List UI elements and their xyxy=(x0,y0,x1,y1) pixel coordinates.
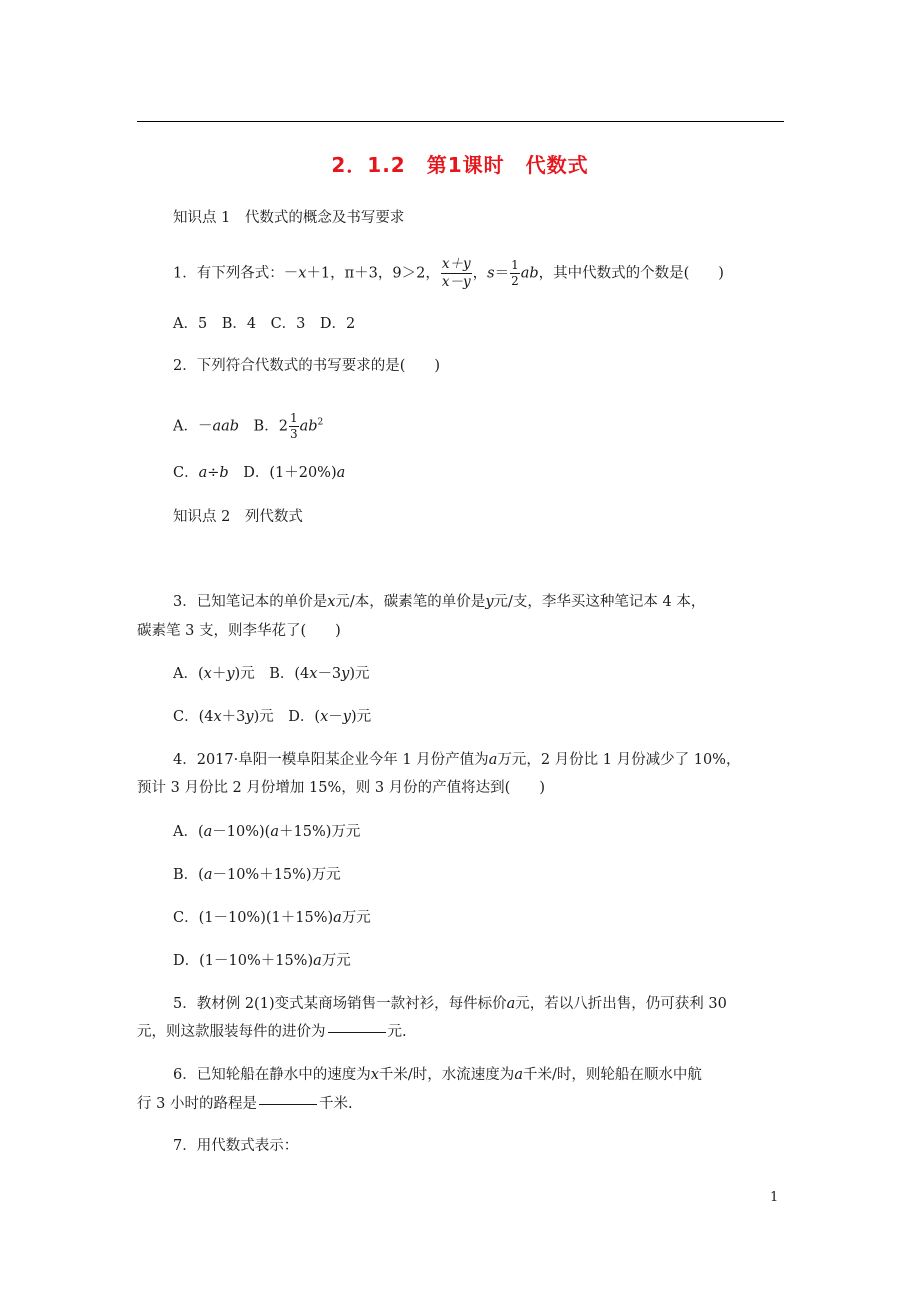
fraction-one-third: $\frac{1}{3}$ xyxy=(289,411,298,441)
question-3-line-1: 3．已知笔记本的单价是x元/本，碳素笔的单价是y元/支，李华买这种笔记本 4 本， xyxy=(173,594,706,610)
question-4-option-a: A．(a－10%)(a＋15%)万元 xyxy=(173,824,361,840)
answer-blank xyxy=(259,1104,317,1105)
question-1-options: A．5 B．4 C．3 D．2 xyxy=(173,316,356,332)
question-3-options-cd: C．(4x＋3y)元 D．(x－y)元 xyxy=(173,709,372,725)
question-2-options-ab: A．－aab B．2 $\frac{1}{3}$ $ab^2$ xyxy=(173,411,324,441)
question-4-line-1: 4．2017·阜阳一模阜阳某企业今年 1 月份产值为a万元，2 月份比 1 月份减少了 10%， xyxy=(173,752,741,768)
page-title: 2．1.2 第1课时 代数式 xyxy=(331,153,589,177)
fraction-one-half: $\frac{1}{2}$ xyxy=(511,258,519,288)
question-4-option-d: D．(1－10%＋15%)a万元 xyxy=(173,953,351,969)
knowledge-point-1: 知识点 1 代数式的概念及书写要求 xyxy=(173,210,405,226)
question-4-option-c: C．(1－10%)(1＋15%)a万元 xyxy=(173,910,371,926)
question-4-line-2: 预计 3 月份比 2 月份增加 15%，则 3 月份的产值将达到( ) xyxy=(137,780,545,796)
header-rule xyxy=(137,121,784,122)
knowledge-point-2: 知识点 2 列代数式 xyxy=(173,509,303,525)
question-5-line-2: 元，则这款服装每件的进价为 元. xyxy=(137,1024,407,1040)
question-2-stem: 2．下列符合代数式的书写要求的是( ) xyxy=(173,358,441,374)
answer-blank xyxy=(328,1032,386,1033)
question-5-line-1: 5．教材例 2(1)变式某商场销售一款衬衫，每件标价a元，若以八折出售，仍可获利 30 xyxy=(173,996,727,1012)
question-6-line-1: 6．已知轮船在静水中的速度为x千米/时，水流速度为a千米/时，则轮船在顺水中航 xyxy=(173,1067,702,1083)
page-number: 1 xyxy=(770,1190,779,1205)
question-6-line-2: 行 3 小时的路程是 千米. xyxy=(137,1096,353,1112)
question-2-options-cd: C．a÷b D．(1＋20%)a xyxy=(173,465,346,481)
fraction-x-plus-y-over-x-minus-y: $\frac{x+y}{x-y}$ xyxy=(441,256,471,290)
question-4-option-b: B．(a－10%＋15%)万元 xyxy=(173,867,341,883)
question-1: 1．有下列各式：－x＋1，π＋3，9＞2， $\frac{x+y}{x-y}$ ，s＝ $\frac{1}{2}$ ab，其中代数式的个数是( ) xyxy=(173,256,724,290)
question-7: 7．用代数式表示： xyxy=(173,1138,299,1154)
question-3-line-2: 碳素笔 3 支，则李华花了( ) xyxy=(137,623,341,639)
question-3-options-ab: A．(x＋y)元 B．(4x－3y)元 xyxy=(173,666,370,682)
